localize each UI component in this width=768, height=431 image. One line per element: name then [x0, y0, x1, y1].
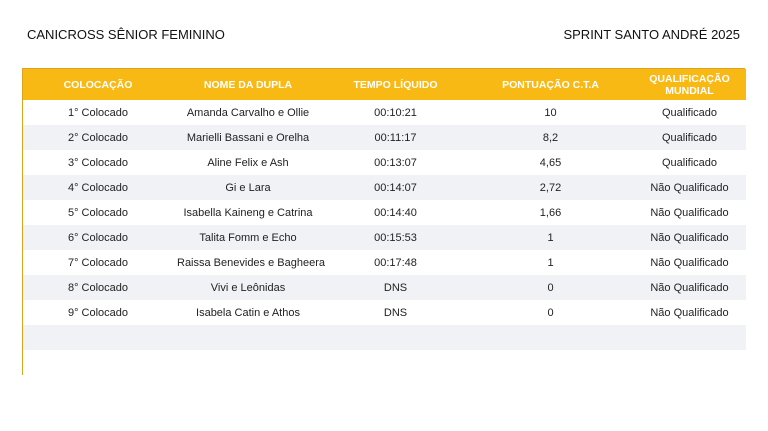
table-row: [23, 275, 746, 300]
team-name-cell: Amanda Carvalho e Ollie: [186, 106, 310, 119]
cta-score-cell: 8,2: [542, 131, 559, 144]
table-header: [23, 69, 746, 100]
team-name-cell: Isabela Catin e Athos: [196, 306, 300, 319]
cta-score-cell: 1,66: [539, 206, 562, 219]
qualification-cell: Não Qualificado: [650, 306, 729, 319]
table-row: [23, 150, 746, 175]
table-row: [23, 200, 746, 225]
column-header-placement: COLOCAÇÃO: [63, 78, 133, 91]
qualification-cell: Qualificado: [661, 106, 718, 119]
team-name-cell: [173, 350, 323, 375]
team-name-cell: Talita Fomm e Echo: [199, 231, 297, 244]
column-header-world-qualification: QUALIFICAÇÃO MUNDIAL: [649, 72, 730, 97]
net-time-cell: [323, 325, 468, 350]
cta-score-cell: 1: [547, 231, 554, 244]
table-row: [23, 325, 746, 350]
table-row: [23, 300, 746, 325]
column-header-cta-score: PONTUAÇÃO C.T.A: [502, 78, 599, 91]
team-name-cell: [173, 325, 323, 350]
cta-score-cell: 0: [547, 306, 554, 319]
results-table: [23, 69, 746, 375]
cta-score-cell: 2,72: [539, 181, 562, 194]
qualification-cell: Qualificado: [661, 156, 718, 169]
table-row: [23, 250, 746, 275]
event-title: SPRINT SANTO ANDRÉ 2025: [563, 27, 740, 42]
placement-cell: [23, 325, 173, 350]
column-header-team-name: NOME DA DUPLA: [203, 78, 293, 91]
qualification-cell: [633, 325, 746, 350]
table-body: [23, 100, 746, 375]
table-row: [23, 100, 746, 125]
table-header-row: [23, 69, 746, 100]
cta-score-cell: [468, 325, 633, 350]
cta-score-cell: 1: [547, 256, 554, 269]
cta-score-cell: [468, 350, 633, 375]
placement-cell: 2° Colocado: [67, 131, 129, 144]
qualification-cell: Não Qualificado: [650, 231, 729, 244]
placement-cell: 4° Colocado: [67, 181, 129, 194]
results-table-container: [22, 68, 745, 375]
placement-cell: 5° Colocado: [67, 206, 129, 219]
table-row: [23, 175, 746, 200]
placement-cell: 7° Colocado: [67, 256, 129, 269]
table-row: [23, 225, 746, 250]
placement-cell: 6° Colocado: [67, 231, 129, 244]
team-name-cell: Isabella Kaineng e Catrina: [183, 206, 313, 219]
net-time-cell: 00:14:40: [374, 206, 417, 219]
team-name-cell: Vivi e Leônidas: [210, 281, 286, 294]
team-name-cell: Marielli Bassani e Orelha: [186, 131, 310, 144]
placement-cell: 8° Colocado: [67, 281, 129, 294]
qualification-cell: Não Qualificado: [650, 256, 729, 269]
net-time-cell: [323, 350, 468, 375]
placement-cell: 9° Colocado: [67, 306, 129, 319]
net-time-cell: 00:11:17: [374, 131, 417, 144]
placement-cell: 3° Colocado: [67, 156, 129, 169]
cta-score-cell: 4,65: [539, 156, 562, 169]
table-row: [23, 350, 746, 375]
cta-score-cell: 10: [544, 106, 557, 119]
team-name-cell: Aline Felix e Ash: [207, 156, 289, 169]
net-time-cell: 00:14:07: [374, 181, 417, 194]
placement-cell: 1° Colocado: [67, 106, 129, 119]
qualification-cell: Não Qualificado: [650, 206, 729, 219]
team-name-cell: Gi e Lara: [225, 181, 271, 194]
net-time-cell: DNS: [383, 281, 408, 294]
net-time-cell: DNS: [383, 306, 408, 319]
table-row: [23, 125, 746, 150]
net-time-cell: 00:13:07: [374, 156, 417, 169]
placement-cell: [23, 350, 173, 375]
cta-score-cell: 0: [547, 281, 554, 294]
team-name-cell: Raissa Benevides e Bagheera: [177, 256, 325, 269]
qualification-cell: Não Qualificado: [650, 281, 729, 294]
net-time-cell: 00:15:53: [374, 231, 417, 244]
column-header-net-time: TEMPO LÍQUIDO: [353, 78, 438, 91]
category-title: CANICROSS SÊNIOR FEMININO: [27, 27, 225, 42]
qualification-cell: [633, 350, 746, 375]
qualification-cell: Qualificado: [661, 131, 718, 144]
qualification-cell: Não Qualificado: [650, 181, 729, 194]
net-time-cell: 00:10:21: [374, 106, 417, 119]
net-time-cell: 00:17:48: [374, 256, 417, 269]
